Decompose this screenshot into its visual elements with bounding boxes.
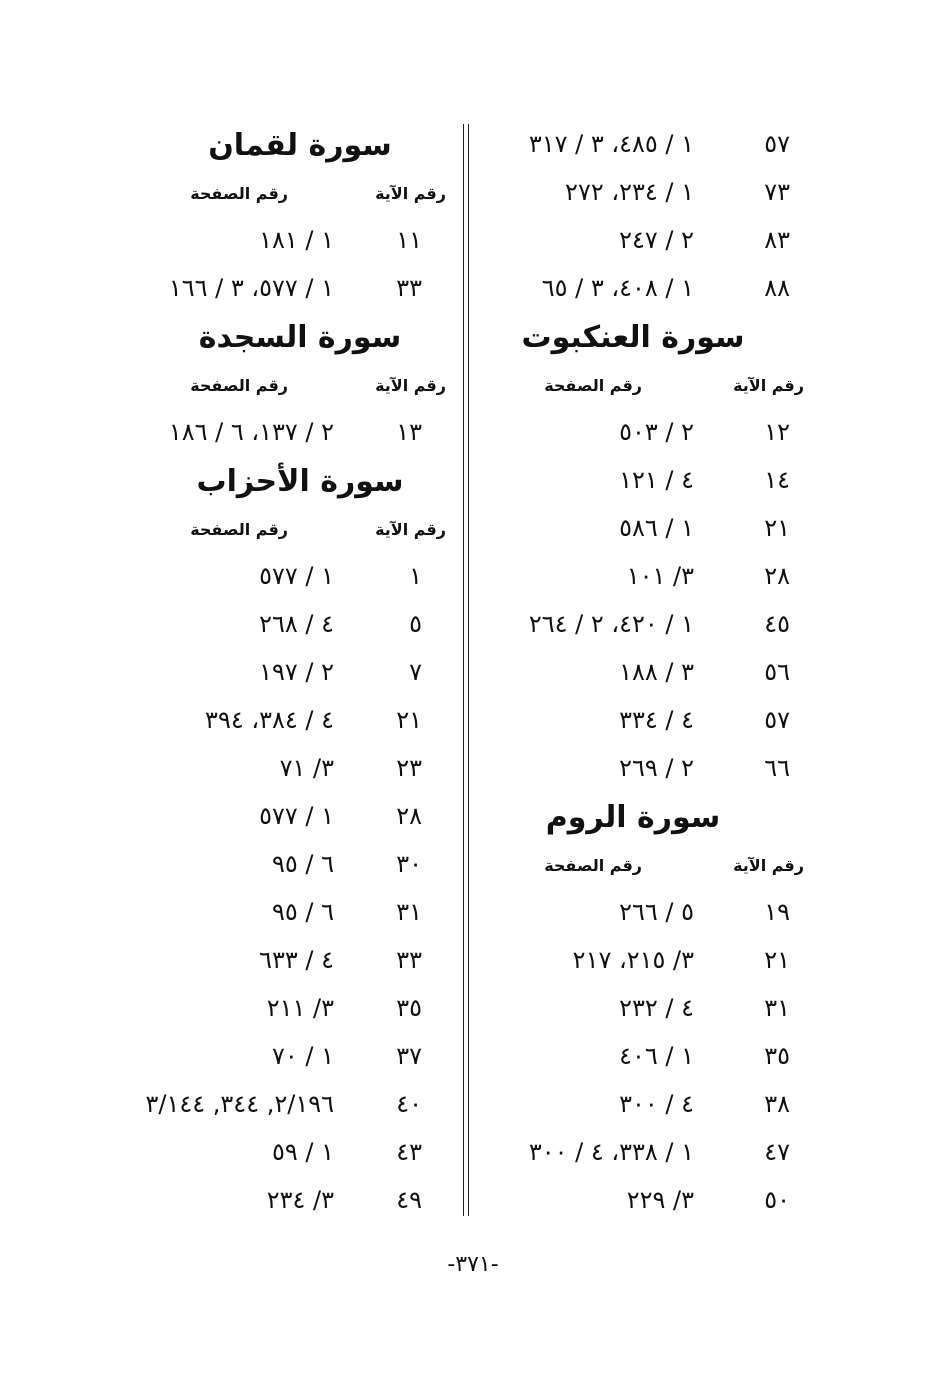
table-row — [488, 1176, 818, 1224]
page-reference: ٤ / ١٢١ — [619, 466, 694, 494]
table-row — [488, 936, 818, 984]
table-row — [488, 696, 818, 744]
surah-title-ahzab: سورة الأحزاب — [196, 464, 404, 499]
table-row — [120, 936, 460, 984]
table-row — [120, 696, 460, 744]
ayah-number: ١ — [409, 562, 422, 590]
table-row — [488, 408, 818, 456]
page-reference: ٤ / ٢٣٢ — [619, 994, 694, 1022]
table-row — [120, 1176, 460, 1224]
ayah-number: ٨٣ — [764, 226, 790, 254]
table-row — [488, 216, 818, 264]
page-reference: ١ / ٤٠٨، ٣ / ٦٥ — [541, 274, 694, 302]
ayah-number: ٣٣ — [396, 274, 422, 302]
ayah-number: ٣٣ — [396, 946, 422, 974]
ayah-number: ١٢ — [764, 418, 790, 446]
page-reference: ١ / ٥٧٧ — [259, 562, 334, 590]
surah-title-ankabut: سورة العنكبوت — [521, 320, 745, 355]
page-reference: ١ / ٤٨٥، ٣ / ٣١٧ — [528, 130, 694, 158]
page-reference: ٢ / ١٩٧ — [259, 658, 334, 686]
table-row — [120, 1032, 460, 1080]
ayah-number: ٥٦ — [764, 658, 790, 686]
table-row — [120, 792, 460, 840]
column-headers — [120, 508, 460, 552]
ayah-number: ٧٣ — [764, 178, 790, 206]
column-headers — [488, 364, 818, 408]
column-headers — [488, 844, 818, 888]
page-reference: ٣/ ٢١٥، ٢١٧ — [572, 946, 694, 974]
page-reference: ٥ / ٢٦٦ — [619, 898, 694, 926]
table-row — [120, 408, 460, 456]
table-row — [120, 744, 460, 792]
table-row — [120, 984, 460, 1032]
page-header: رقم الصفحة — [544, 376, 642, 395]
table-row — [120, 600, 460, 648]
ayah-number: ٤٥ — [764, 610, 790, 638]
ayah-number: ٣١ — [764, 994, 790, 1022]
ayah-header: رقم الآية — [375, 184, 446, 203]
table-row — [488, 264, 818, 312]
ayah-number: ٥٧ — [764, 130, 790, 158]
page-reference: ٣/ ٢١١ — [266, 994, 334, 1022]
table-row — [488, 552, 818, 600]
page-reference: ١ / ٥٨٦ — [619, 514, 694, 542]
page-reference: ١ / ١٨١ — [259, 226, 334, 254]
page-header: رقم الصفحة — [190, 184, 288, 203]
page-reference: ٣/ ٢٢٩ — [626, 1186, 694, 1214]
left-column — [120, 120, 460, 1224]
ayah-number: ٧ — [409, 658, 422, 686]
ayah-number: ٥٧ — [764, 706, 790, 734]
page-reference: ٢ / ٥٠٣ — [619, 418, 694, 446]
page-reference: ١ / ٥٧٧ — [259, 802, 334, 830]
ayah-number: ٢١ — [764, 514, 790, 542]
table-row — [120, 840, 460, 888]
table-row — [488, 744, 818, 792]
table-row — [488, 120, 818, 168]
table-row — [488, 168, 818, 216]
right-column — [488, 120, 818, 1224]
page-reference: ٤ / ٣٣٤ — [619, 706, 694, 734]
table-row — [120, 1128, 460, 1176]
page-number: -٣٧١- — [447, 1252, 499, 1277]
page-reference: ٤ / ٣٠٠ — [619, 1090, 694, 1118]
table-row — [488, 504, 818, 552]
page-reference: ٦ / ٩٥ — [271, 898, 334, 926]
page-reference: ١ / ٤٠٦ — [619, 1042, 694, 1070]
ayah-number: ١٤ — [764, 466, 790, 494]
surah-title-sajda: سورة السجدة — [198, 320, 402, 355]
table-row — [488, 600, 818, 648]
page-header: رقم الصفحة — [190, 520, 288, 539]
ayah-number: ٣١ — [396, 898, 422, 926]
ayah-number: ١٩ — [764, 898, 790, 926]
table-row — [488, 888, 818, 936]
surah-title-rum: سورة الروم — [545, 800, 721, 835]
table-row — [120, 888, 460, 936]
page-reference: ٢ / ١٣٧، ٦ / ١٨٦ — [168, 418, 334, 446]
ayah-number: ٥٠ — [764, 1186, 790, 1214]
page-header: رقم الصفحة — [190, 376, 288, 395]
page-reference: ١ / ٧٠ — [271, 1042, 334, 1070]
page-reference: ٢/١٩٦, ٣٤٤, ٣/١٤٤ — [145, 1090, 334, 1118]
page-reference: ٢ / ٢٦٩ — [619, 754, 694, 782]
ayah-number: ١٣ — [396, 418, 422, 446]
page-reference: ٣/ ٧١ — [279, 754, 334, 782]
ayah-number: ٤٣ — [396, 1138, 422, 1166]
ayah-number: ٦٦ — [764, 754, 790, 782]
table-row — [488, 1128, 818, 1176]
ayah-number: ٣٧ — [396, 1042, 422, 1070]
ayah-number: ٢٨ — [764, 562, 790, 590]
column-divider — [463, 124, 469, 1216]
ayah-number: ٨٨ — [764, 274, 790, 302]
ayah-header: رقم الآية — [733, 376, 804, 395]
page-reference: ٦ / ٩٥ — [271, 850, 334, 878]
page-reference: ٤ / ٣٨٤، ٣٩٤ — [205, 706, 334, 734]
ayah-number: ٥ — [409, 610, 422, 638]
ayah-number: ٢٣ — [396, 754, 422, 782]
page-reference: ٣/ ٢٣٤ — [266, 1186, 334, 1214]
ayah-header: رقم الآية — [375, 376, 446, 395]
table-row — [120, 264, 460, 312]
page-reference: ١ / ٥٧٧، ٣ / ١٦٦ — [168, 274, 334, 302]
page-reference: ٤ / ٦٣٣ — [259, 946, 334, 974]
surah-title-luqman: سورة لقمان — [208, 128, 392, 163]
table-row — [120, 552, 460, 600]
page-reference: ٣ / ١٨٨ — [619, 658, 694, 686]
page-reference: ١ / ٣٣٨، ٤ / ٣٠٠ — [528, 1138, 694, 1166]
page-reference: ١ / ٢٣٤، ٢٧٢ — [565, 178, 694, 206]
ayah-number: ٢١ — [764, 946, 790, 974]
page-header: رقم الصفحة — [544, 856, 642, 875]
page-reference: ١ / ٤٢٠، ٢ / ٢٦٤ — [528, 610, 694, 638]
ayah-number: ٢٨ — [396, 802, 422, 830]
page-reference: ٢ / ٢٤٧ — [619, 226, 694, 254]
table-row — [488, 456, 818, 504]
ayah-header: رقم الآية — [375, 520, 446, 539]
column-headers — [120, 172, 460, 216]
ayah-header: رقم الآية — [733, 856, 804, 875]
table-row — [488, 1032, 818, 1080]
ayah-number: ٢١ — [396, 706, 422, 734]
ayah-number: ٤٩ — [396, 1186, 422, 1214]
ayah-number: ٣٨ — [764, 1090, 790, 1118]
column-headers — [120, 364, 460, 408]
page-reference: ١ / ٥٩ — [271, 1138, 334, 1166]
ayah-number: ٤٧ — [764, 1138, 790, 1166]
table-row — [488, 984, 818, 1032]
ayah-number: ٣٠ — [396, 850, 422, 878]
table-row — [120, 648, 460, 696]
table-row — [120, 1080, 460, 1128]
table-row — [120, 216, 460, 264]
ayah-number: ١١ — [396, 226, 422, 254]
ayah-number: ٤٠ — [396, 1090, 422, 1118]
table-row — [488, 1080, 818, 1128]
page-reference: ٣/ ١٠١ — [626, 562, 694, 590]
page-reference: ٤ / ٢٦٨ — [259, 610, 334, 638]
ayah-number: ٣٥ — [764, 1042, 790, 1070]
table-row — [488, 648, 818, 696]
ayah-number: ٣٥ — [396, 994, 422, 1022]
